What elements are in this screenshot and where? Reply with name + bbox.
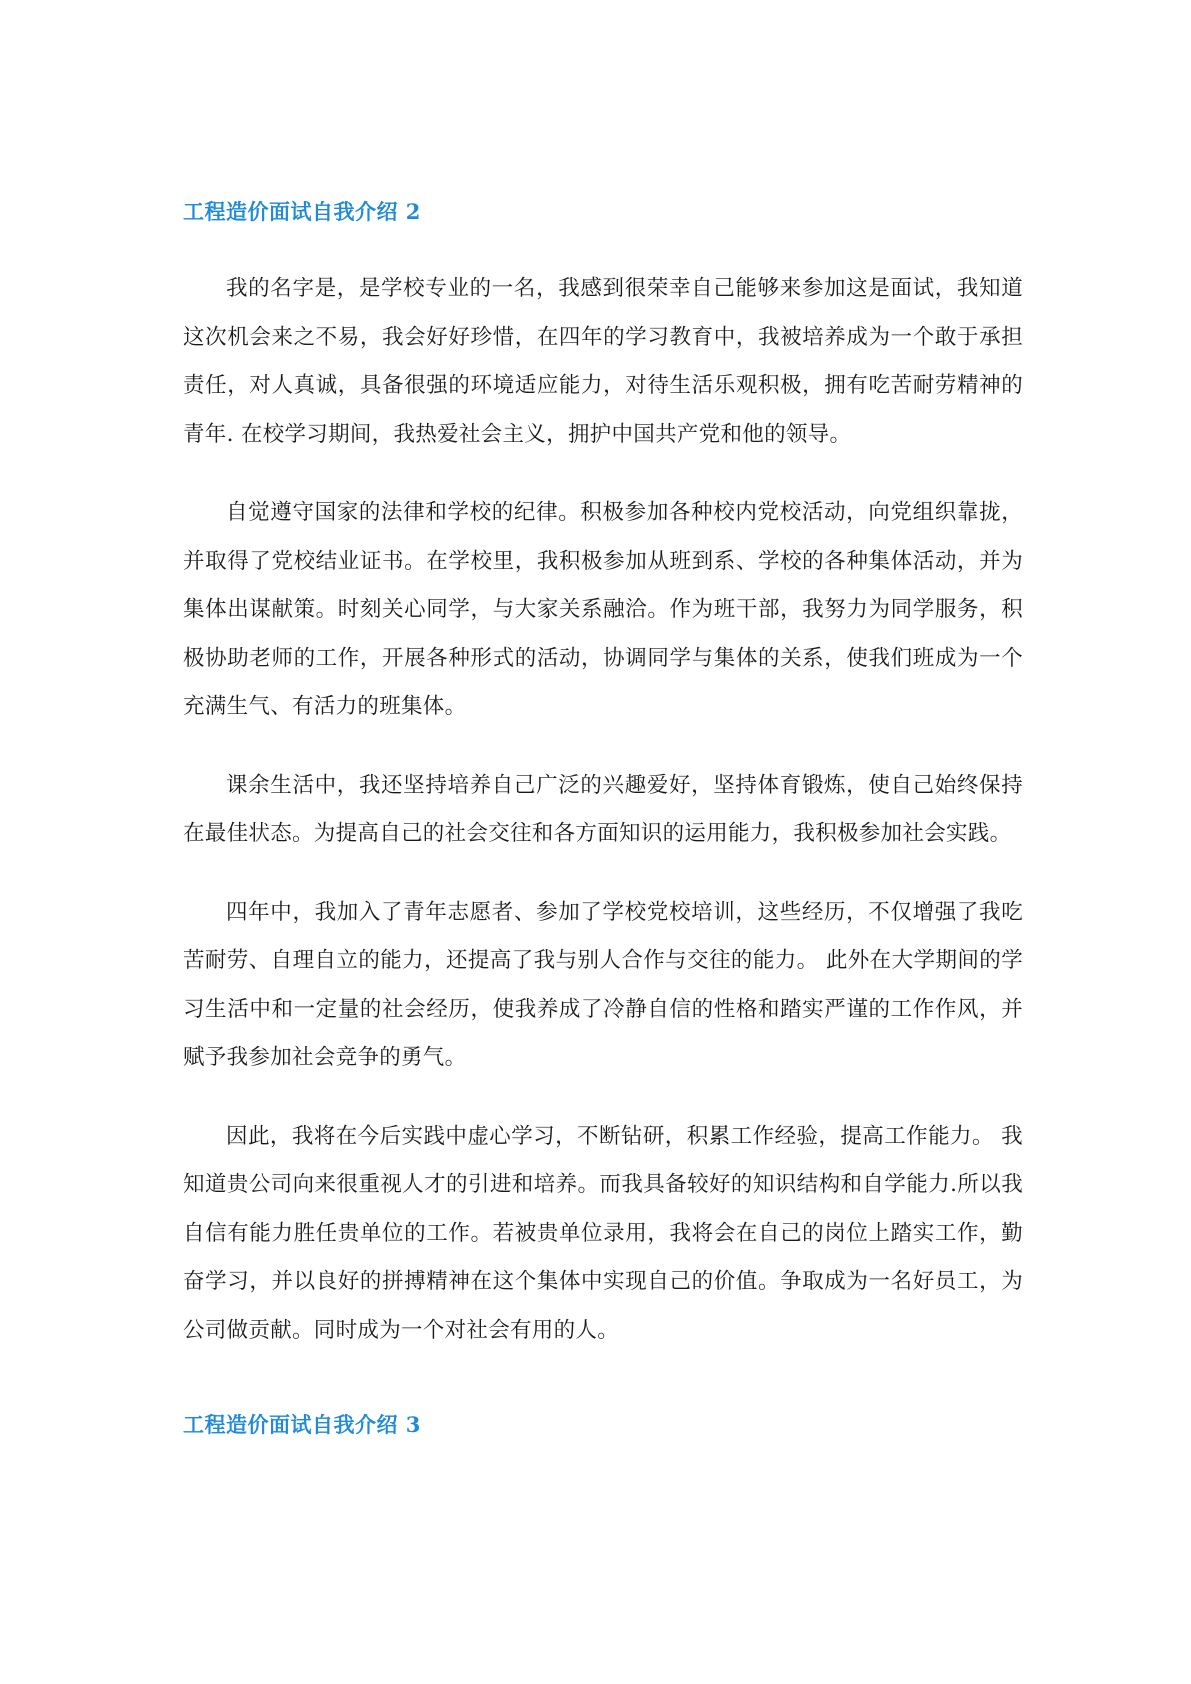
paragraph-3: 课余生活中，我还坚持培养自己广泛的兴趣爱好，坚持体育锻炼，使自己始终保持在最佳状态。为提高自己的社会交往和各方面知识的运用能力，我积极参加社会实践。 — [183, 772, 1023, 846]
section-3-title: 工程造价面试自我介绍 3 — [183, 1412, 421, 1437]
paragraph-4: 四年中，我加入了青年志愿者、参加了学校党校培训，这些经历，不仅增强了我吃苦耐劳、自理自立的能力，还提高了我与别人合作与交往的能力。 此外在大学期间的学习生活中和一定量的社会经历，使我养成了冷静自信的性格和踏实严谨的工作作风，并赋予我参加社会竞争的勇气。 — [183, 899, 1023, 1070]
paragraph-5: 因此，我将在今后实践中虚心学习，不断钻研，积累工作经验，提高工作能力。 我知道贵公司向来很重视人才的引进和培养。而我具备较好的知识结构和自学能力.所以我自信有能力胜任贵单位的工作。若被贵单位录用，我将会在自己的岗位上踏实工作，勤奋学习，并以良好的拼搏精神在这个集体中实现自己的价值。争取成为一名好员工，为公司做贡献。同时成为一个对社会有用的人。 — [183, 1123, 1023, 1343]
paragraph-1: 我的名字是，是学校专业的一名，我感到很荣幸自己能够来参加这是面试，我知道这次机会来之不易，我会好好珍惜，在四年的学习教育中，我被培养成为一个敢于承担责任，对人真诚，具备很强的环境适应能力，对待生活乐观积极，拥有吃苦耐劳精神的青年. 在校学习期间，我热爱社会主义，拥护中国共产党和他的领导。 — [183, 276, 1023, 447]
section-2-title: 工程造价面试自我介绍 2 — [183, 199, 421, 224]
paragraph-2: 自觉遵守国家的法律和学校的纪律。积极参加各种校内党校活动，向党组织靠拢，并取得了党校结业证书。在学校里，我积极参加从班到系、学校的各种集体活动，并为集体出谋献策。时刻关心同学，与大家关系融洽。作为班干部，我努力为同学服务，积极协助老师的工作，开展各种形式的活动，协调同学与集体的关系，使我们班成为一个充满生气、有活力的班集体。 — [183, 500, 1023, 719]
document-body — [183, 197, 1023, 1440]
